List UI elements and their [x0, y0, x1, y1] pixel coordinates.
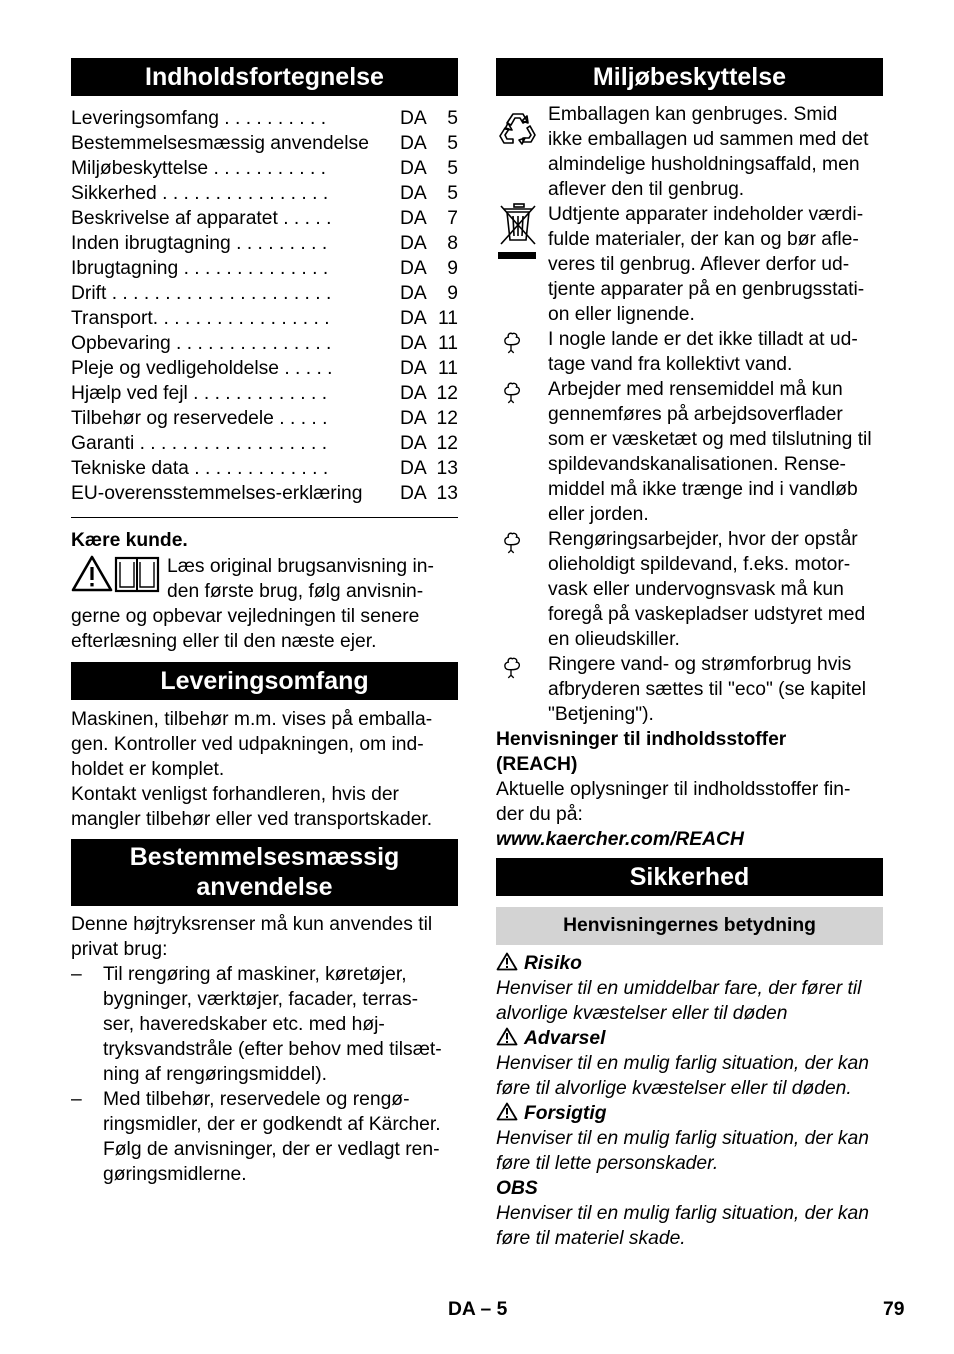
reach-text-line: Aktuelle oplysninger til indholdsstoffer fin-: [496, 779, 851, 800]
toc-entry-lang: DA: [400, 158, 427, 179]
env-text-line: olieholdigt spildevand, f.eks. motor-: [548, 554, 851, 575]
toc-entry-title: Tilbehør og reservedele . . . . .: [71, 408, 328, 429]
read-manual-icon: [71, 554, 161, 594]
toc-entry[interactable]: [71, 406, 458, 431]
toc-entry[interactable]: [71, 206, 458, 231]
toc-heading: Indholdsfortegnelse: [71, 58, 458, 96]
scope-section: [71, 707, 458, 832]
toc-entry-page: 9: [447, 283, 458, 304]
list-item: [71, 962, 458, 1087]
env-heading: Miljøbeskyttelse: [496, 58, 883, 96]
env-note: [496, 652, 883, 727]
toc-entry-page: 12: [436, 383, 458, 404]
toc-entry[interactable]: [71, 131, 458, 156]
use-section: [71, 912, 458, 1187]
eco-tree-icon: [496, 377, 526, 407]
safety-section: [496, 951, 883, 1251]
use-heading: [71, 839, 458, 906]
toc-entry-page: 12: [436, 433, 458, 454]
recycle-icon: [496, 108, 540, 152]
toc-entry-lang: DA: [400, 258, 427, 279]
toc-entry-page: 13: [436, 458, 458, 479]
warning-label: Advarsel: [524, 1028, 606, 1049]
use-heading-line: anvendelse: [196, 873, 333, 901]
env-text-line: Emballagen kan genbruges. Smid: [548, 104, 838, 125]
env-text-line: fulde materialer, der kan og bør afle-: [548, 229, 859, 250]
toc-entry-title: Hjælp ved fejl . . . . . . . . . . . . .: [71, 383, 328, 404]
divider: [71, 517, 458, 518]
toc-entry[interactable]: [71, 306, 458, 331]
page-number: 79: [883, 1299, 905, 1320]
toc-entry-lang: DA: [400, 458, 427, 479]
greeting-text-line: gerne og opbevar vejledningen til senere: [71, 606, 420, 627]
toc-entry[interactable]: [71, 356, 458, 381]
list-item-line: Til rengøring af maskiner, køretøjer,: [103, 964, 407, 985]
toc-entry-page: 11: [437, 308, 458, 329]
env-text-line: foregå på vaskepladser udstyret med: [548, 604, 866, 625]
reach-title: Henvisninger til indholdsstoffer: [496, 729, 787, 750]
warning-icon: [496, 1027, 518, 1046]
list-item-line: gøringsmidlerne.: [103, 1164, 247, 1185]
toc-entry-page: 11: [437, 333, 458, 354]
greeting-notice: [71, 554, 458, 604]
env-text-line: middel må ikke trænge ind i vandløb: [548, 479, 858, 500]
env-text-line: almindelige husholdningsaffald, men: [548, 154, 860, 175]
risk-label-row: [496, 951, 883, 976]
warning-text-line: Henviser til en mulig farlig situation, der kan: [496, 1053, 869, 1074]
warning-icon: [496, 952, 518, 971]
toc-entry-title: Inden ibrugtagning . . . . . . . . .: [71, 233, 328, 254]
greeting-text-line: efterlæsning eller til den næste ejer.: [71, 631, 377, 652]
toc-entry-lang: DA: [400, 208, 427, 229]
caution-label: Forsigtig: [524, 1103, 607, 1124]
caution-label-row: [496, 1101, 883, 1126]
toc-entry[interactable]: [71, 256, 458, 281]
toc-entry-page: 13: [436, 483, 458, 504]
env-text-line: afbryderen sættes til "eco" (se kapitel: [548, 679, 867, 700]
toc-entry-page: 8: [447, 233, 458, 254]
env-text-line: eller jorden.: [548, 504, 649, 525]
toc-entry-page: 11: [437, 358, 458, 379]
list-bullet: –: [71, 1089, 82, 1110]
env-text-line: tage vand fra kollektivt vand.: [548, 354, 793, 375]
env-text-line: I nogle lande er det ikke tilladt at ud-: [548, 329, 858, 350]
env-text-line: Ringere vand- og strømforbrug hvis: [548, 654, 852, 675]
toc-entry-title: Drift . . . . . . . . . . . . . . . . . . . . .: [71, 283, 332, 304]
footer-section-marker: DA – 5: [448, 1299, 508, 1320]
env-text-line: gennemføres på arbejdsoverflader: [548, 404, 843, 425]
env-note: [496, 377, 883, 527]
scope-text-line: mangler tilbehør eller ved transportskader.: [71, 809, 433, 830]
env-text-line: vask eller undervognsvask må kun: [548, 579, 844, 600]
toc-entry-lang: DA: [400, 183, 427, 204]
toc-entry[interactable]: [71, 231, 458, 256]
env-text-line: ikke emballagen ud sammen med det: [548, 129, 869, 150]
warning-label-row: [496, 1026, 883, 1051]
list-item-line: tryksvandstråle (efter behov med tilsæt-: [103, 1039, 442, 1060]
toc-entry[interactable]: [71, 156, 458, 181]
env-note: [496, 527, 883, 652]
greeting-text-line: Læs original brugsanvisning in-: [167, 556, 434, 577]
toc-entry-page: 5: [447, 158, 458, 179]
list-bullet: –: [71, 964, 82, 985]
env-note: [496, 327, 883, 377]
toc-entry-title: Ibrugtagning . . . . . . . . . . . . . .: [71, 258, 329, 279]
toc-entry-lang: DA: [400, 108, 427, 129]
toc-entry-lang: DA: [400, 433, 427, 454]
toc-entry[interactable]: [71, 331, 458, 356]
left-column: [71, 58, 458, 1187]
reach-title: (REACH): [496, 754, 578, 775]
note-text-line: Henviser til en mulig farlig situation, der kan: [496, 1203, 869, 1224]
env-text-line: Rengøringsarbejder, hvor der opstår: [548, 529, 858, 550]
toc-entry[interactable]: [71, 481, 458, 506]
toc-entry-page: 12: [436, 408, 458, 429]
eco-tree-icon: [496, 327, 526, 357]
env-text-line: en olieudskiller.: [548, 629, 680, 650]
toc-entry-lang: DA: [400, 408, 427, 429]
env-text-line: "Betjening").: [548, 704, 654, 725]
warning-icon: [496, 1102, 518, 1121]
toc-entry-lang: DA: [400, 133, 427, 154]
toc-entry[interactable]: [71, 381, 458, 406]
greeting-title: Kære kunde.: [71, 530, 188, 551]
scope-heading: Leveringsomfang: [71, 662, 458, 700]
toc-entry-title: Transport. . . . . . . . . . . . . . . . .: [71, 308, 330, 329]
list-item-line: ser, haveredskaber etc. med høj-: [103, 1014, 385, 1035]
toc-entry-lang: DA: [400, 333, 427, 354]
toc-entry-lang: DA: [400, 358, 427, 379]
safety-subheading: Henvisningernes betydning: [496, 907, 883, 945]
scope-text-line: gen. Kontroller ved udpakningen, om ind-: [71, 734, 424, 755]
env-text-line: Udtjente apparater indeholder værdi-: [548, 204, 864, 225]
list-item-line: Med tilbehør, reservedele og rengø-: [103, 1089, 410, 1110]
env-text-line: aflever den til genbrug.: [548, 179, 745, 200]
note-text-line: føre til materiel skade.: [496, 1228, 686, 1249]
warning-text-line: føre til alvorlige kvæstelser eller til døden.: [496, 1078, 852, 1099]
toc-entry-title: Garanti . . . . . . . . . . . . . . . . . .: [71, 433, 328, 454]
scope-text-line: Kontakt venligst forhandleren, hvis der: [71, 784, 399, 805]
toc-entry-lang: DA: [400, 483, 427, 504]
toc-entry[interactable]: [71, 281, 458, 306]
note-label: OBS: [496, 1178, 538, 1199]
scope-text-line: Maskinen, tilbehør m.m. vises på emballa-: [71, 709, 433, 730]
reach-link[interactable]: www.kaercher.com/REACH: [496, 829, 744, 850]
caution-text-line: føre til lette personskader.: [496, 1153, 719, 1174]
list-item-line: Følg de anvisninger, der er vedlagt ren-: [103, 1139, 440, 1160]
env-text-line: veres til genbrug. Aflever derfor ud-: [548, 254, 850, 275]
risk-label: Risiko: [524, 953, 582, 974]
env-text-line: tjente apparater på en genbrugsstati-: [548, 279, 865, 300]
toc-entry-lang: DA: [400, 283, 427, 304]
toc-entry[interactable]: [71, 106, 458, 131]
greeting-text-line: den første brug, følg anvisnin-: [167, 581, 424, 602]
toc-entry[interactable]: [71, 181, 458, 206]
list-item-line: bygninger, værktøjer, facader, terras-: [103, 989, 419, 1010]
toc-entry-page: 9: [447, 258, 458, 279]
env-text-line: on eller lignende.: [548, 304, 695, 325]
env-weee-notice: [496, 202, 883, 327]
risk-text-line: alvorlige kvæstelser eller til døden: [496, 1003, 788, 1024]
toc-entry-title: Miljøbeskyttelse . . . . . . . . . . .: [71, 158, 327, 179]
toc-entry-title: Bestemmelsesmæssig anvendelse: [71, 133, 369, 154]
toc-entry[interactable]: [71, 431, 458, 456]
use-heading-line: Bestemmelsesmæssig: [129, 843, 400, 871]
toc-entry-lang: DA: [400, 308, 427, 329]
toc-entry-page: 5: [447, 133, 458, 154]
toc-entry-title: Leveringsomfang . . . . . . . . . .: [71, 108, 327, 129]
scope-text-line: holdet er komplet.: [71, 759, 225, 780]
toc-entry-page: 5: [447, 183, 458, 204]
eco-tree-icon: [496, 652, 526, 682]
crossed-out-bin-icon: [496, 202, 540, 266]
toc-entry-lang: DA: [400, 383, 427, 404]
env-text-line: Arbejder med rensemiddel må kun: [548, 379, 843, 400]
greeting-section: [71, 528, 458, 654]
eco-tree-icon: [496, 527, 526, 557]
list-item-line: ning af rengøringsmiddel).: [103, 1064, 327, 1085]
toc-entry-title: EU-overensstemmelses-erklæring: [71, 483, 363, 504]
env-section: [496, 102, 883, 852]
toc-entry-title: Tekniske data . . . . . . . . . . . . .: [71, 458, 329, 479]
list-item-line: ringsmidler, der er godkendt af Kärcher.: [103, 1114, 441, 1135]
toc-entry-title: Sikkerhed . . . . . . . . . . . . . . . .: [71, 183, 329, 204]
toc-entry-lang: DA: [400, 233, 427, 254]
caution-text-line: Henviser til en mulig farlig situation, der kan: [496, 1128, 869, 1149]
env-text-line: som er væsketæt og med tilslutning til: [548, 429, 872, 450]
use-text-line: Denne højtryksrenser må kun anvendes til: [71, 914, 433, 935]
env-recycle-notice: [496, 102, 883, 202]
toc-entry-page: 5: [447, 108, 458, 129]
toc-entry-title: Beskrivelse af apparatet . . . . .: [71, 208, 332, 229]
safety-heading: Sikkerhed: [496, 858, 883, 896]
toc-entry-page: 7: [447, 208, 458, 229]
toc-entry-title: Opbevaring . . . . . . . . . . . . . . .: [71, 333, 332, 354]
toc-entry[interactable]: [71, 456, 458, 481]
right-column: [496, 58, 883, 1251]
env-text-line: spildevandskanalisationen. Rense-: [548, 454, 846, 475]
use-text-line: privat brug:: [71, 939, 168, 960]
toc-entry-title: Pleje og vedligeholdelse . . . . .: [71, 358, 333, 379]
table-of-contents: [71, 106, 458, 506]
risk-text-line: Henviser til en umiddelbar fare, der fører til: [496, 978, 862, 999]
list-item: [71, 1087, 458, 1187]
reach-text-line: der du på:: [496, 804, 583, 825]
